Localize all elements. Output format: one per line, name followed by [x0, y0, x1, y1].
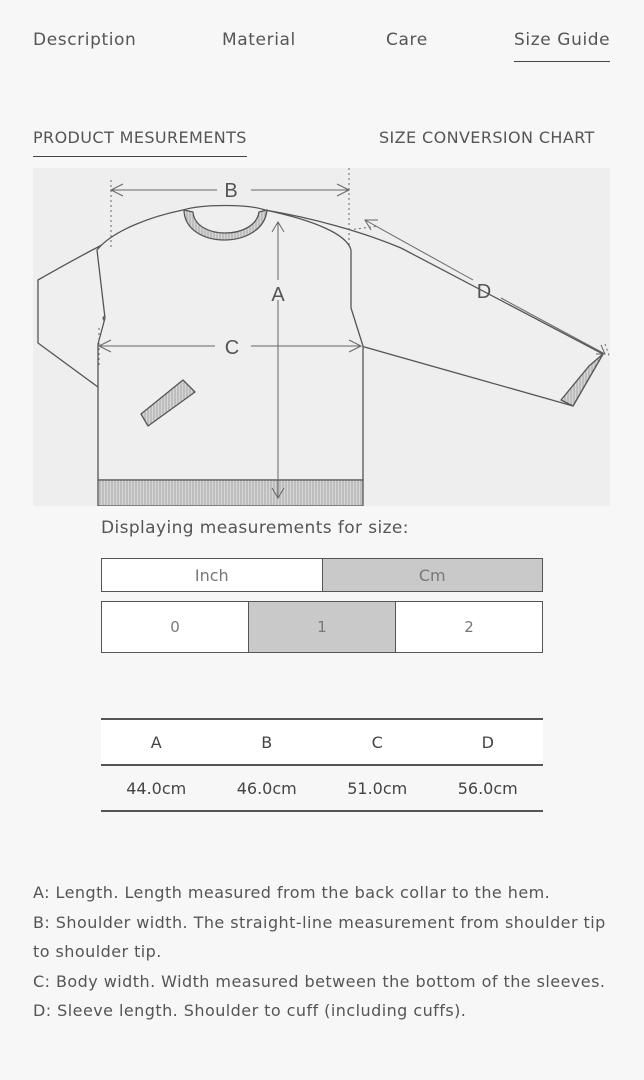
- unit-toggle: [101, 558, 543, 592]
- value-b: 46.0cm: [236, 778, 297, 798]
- header-b: B: [261, 732, 273, 752]
- value-a: 44.0cm: [126, 778, 187, 798]
- tab-size-conversion-chart[interactable]: SIZE CONVERSION CHART: [379, 128, 595, 147]
- label-b: B: [224, 180, 238, 202]
- sweater-illustration: [33, 168, 610, 506]
- tab-care[interactable]: Care: [386, 30, 428, 50]
- note-a: A: Length. Length measured from the back collar to the hem.: [33, 883, 551, 902]
- size-2-button[interactable]: 2: [396, 601, 543, 653]
- table-header-row: [101, 718, 543, 766]
- unit-inch-button[interactable]: Inch: [101, 558, 323, 592]
- tab-material[interactable]: Material: [222, 30, 296, 50]
- top-tabs: [0, 30, 644, 70]
- label-a: A: [271, 284, 285, 306]
- size-0-button[interactable]: 0: [101, 601, 249, 653]
- measurement-notes: [33, 878, 608, 1026]
- hem-rib: [98, 480, 363, 506]
- tab-description[interactable]: Description: [33, 30, 137, 50]
- sweater-measurement-diagram: [33, 168, 610, 506]
- tab-size-guide[interactable]: Size Guide: [514, 30, 610, 62]
- unit-cm-button[interactable]: Cm: [323, 558, 544, 592]
- header-d: D: [481, 732, 494, 752]
- size-selector: [101, 601, 543, 653]
- label-d: D: [476, 281, 492, 303]
- value-c: 51.0cm: [347, 778, 408, 798]
- measurements-table: [101, 718, 543, 812]
- note-c: C: Body width. Width measured between the bottom of the sleeves.: [33, 971, 606, 991]
- note-d: D: Sleeve length. Shoulder to cuff (including cuffs).: [33, 1001, 467, 1020]
- header-a: A: [150, 732, 162, 752]
- size-1-button[interactable]: 1: [249, 601, 396, 653]
- label-c: C: [224, 337, 240, 359]
- size-caption: Displaying measurements for size:: [101, 518, 409, 538]
- note-b: B: Shoulder width. The straight-line measurement from shoulder tip to shoulder tip.: [33, 912, 606, 961]
- tab-product-measurements[interactable]: PRODUCT MESUREMENTS: [33, 128, 247, 157]
- table-row: [101, 766, 543, 812]
- value-d: 56.0cm: [457, 778, 518, 798]
- header-c: C: [371, 732, 383, 752]
